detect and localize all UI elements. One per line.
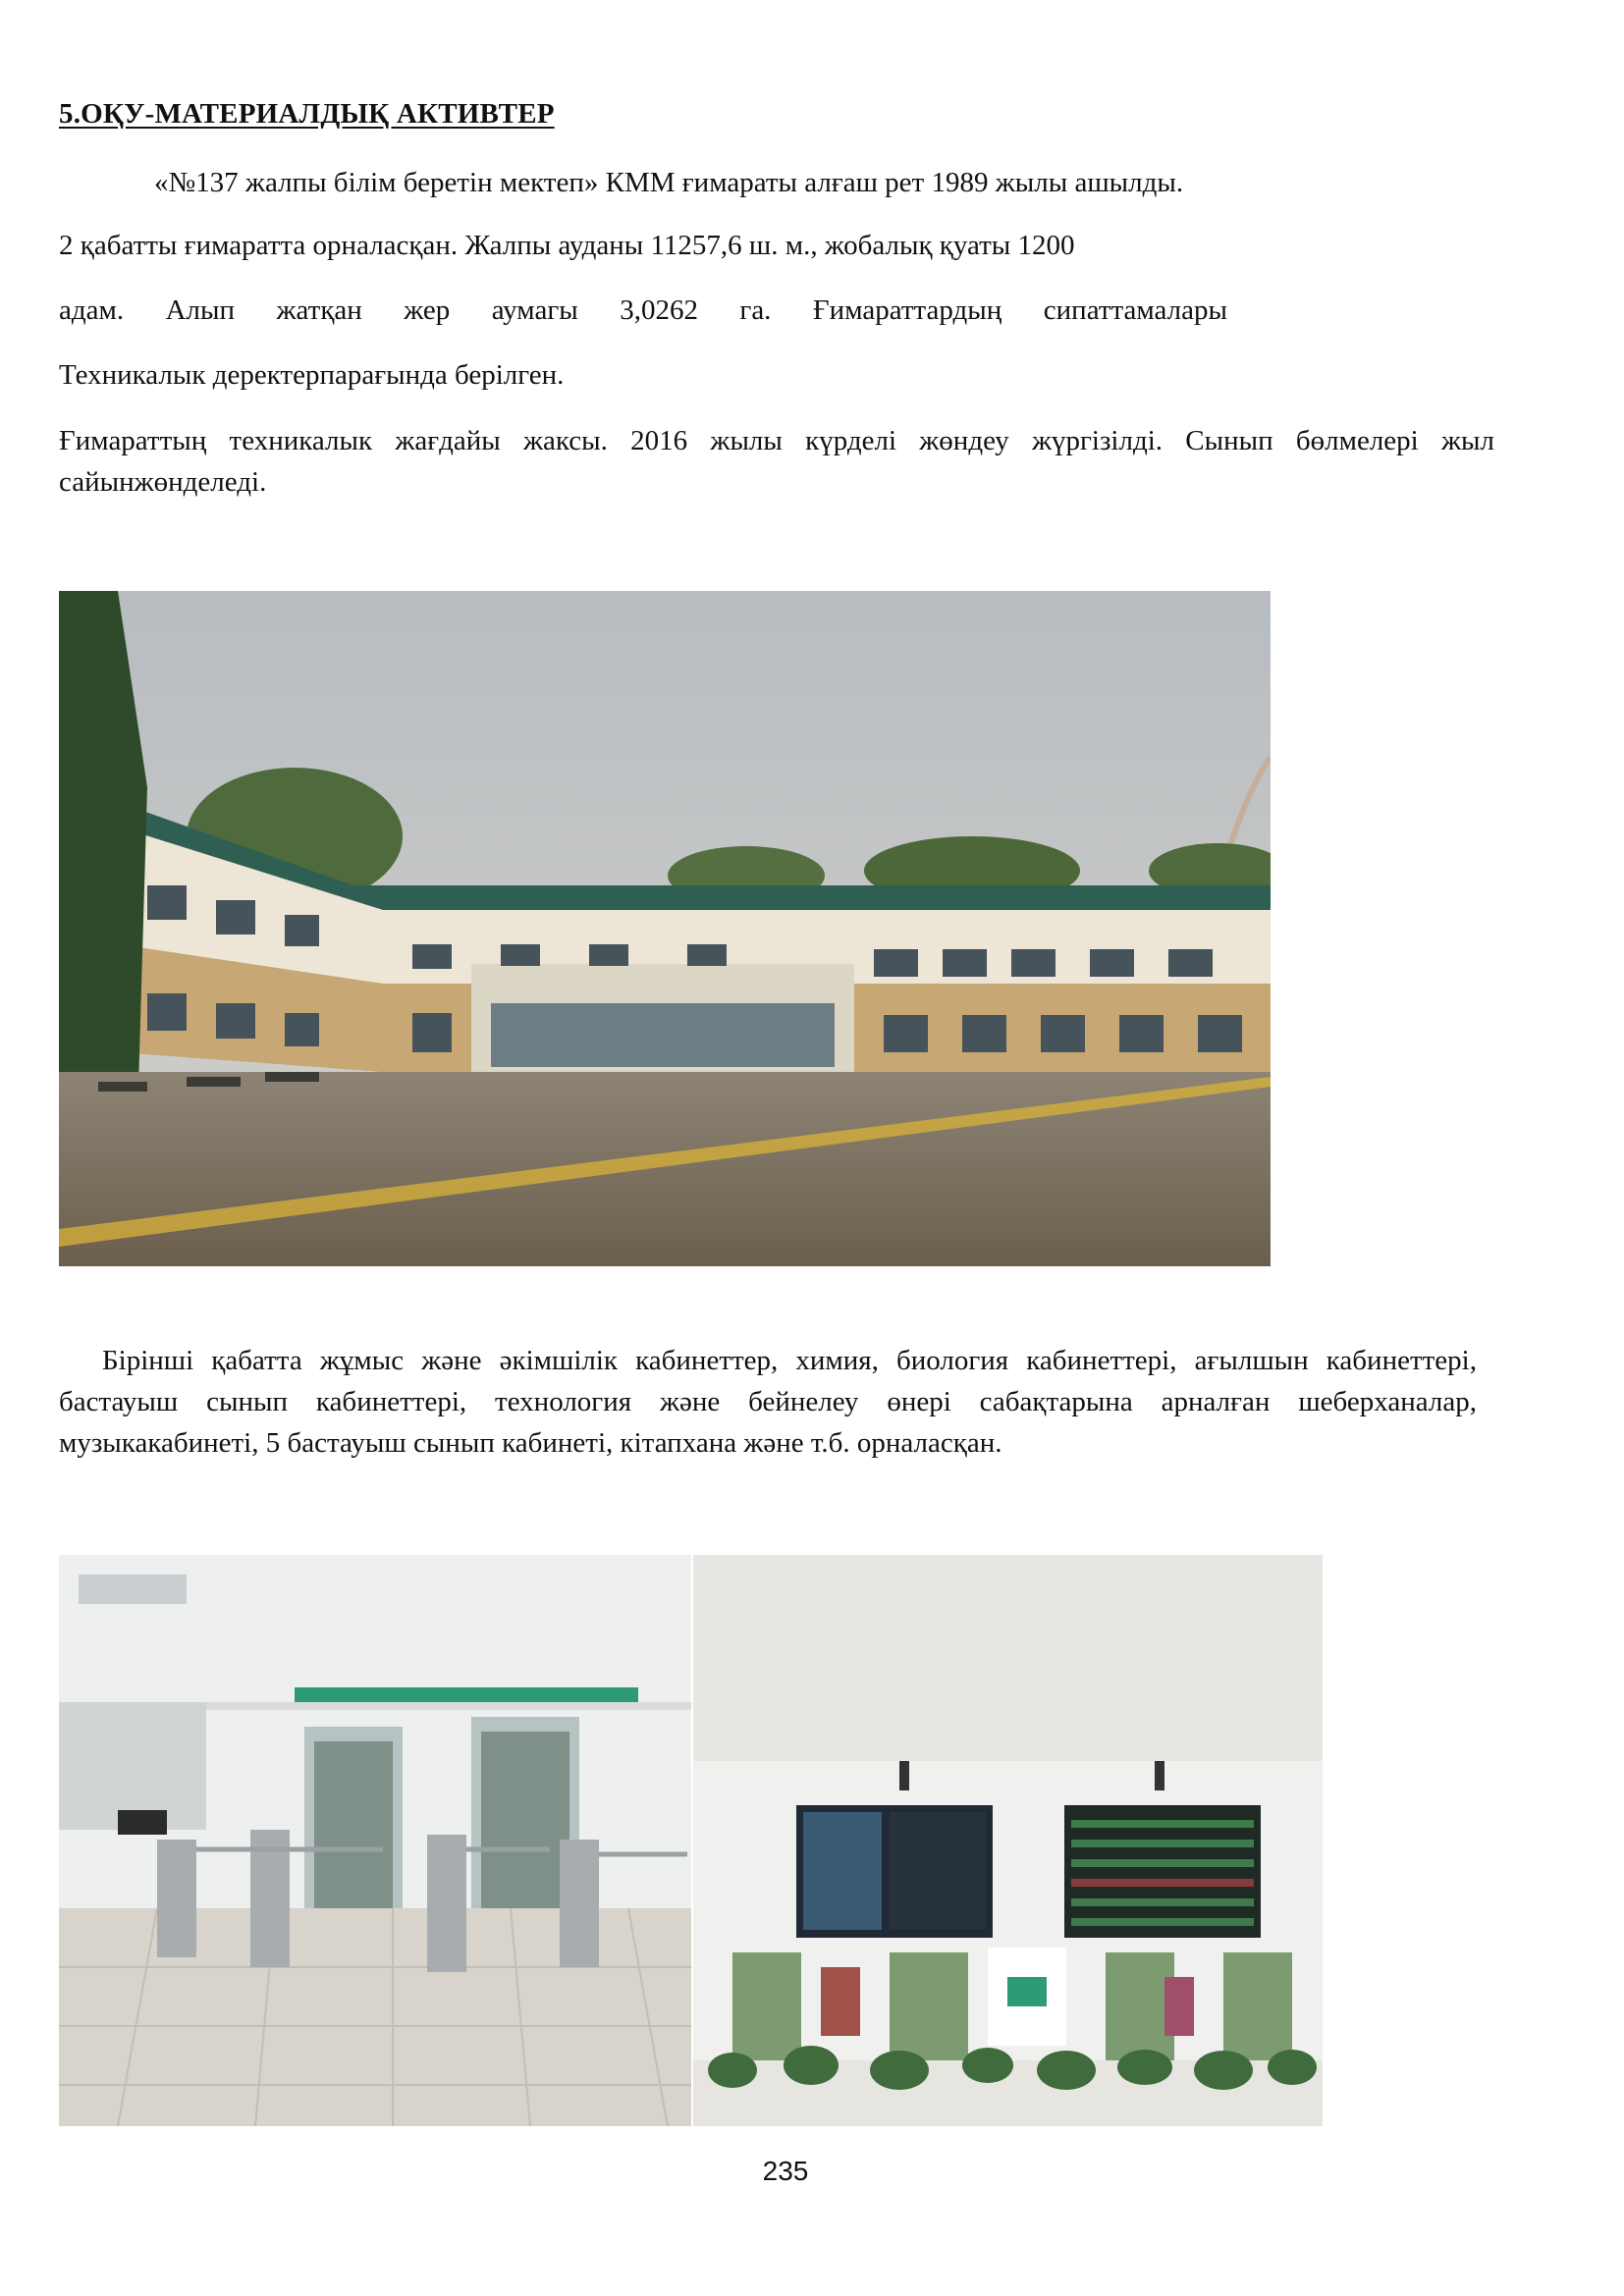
page-number: 235 <box>762 2156 809 2186</box>
hall-screens-photo <box>693 1555 1323 2126</box>
turnstiles-photo <box>59 1555 691 2126</box>
intro-line-4: Техникалык деректерпарағында берілген. <box>59 359 565 391</box>
school-building-photo <box>59 591 1271 1266</box>
intro-line-2: 2 қабатты ғимаратта орналасқан. Жалпы ауданы 11257,6 ш. м., жобалық қуаты 1200 <box>59 230 1075 261</box>
first-floor-paragraph: Бірінші қабатта жұмыс және әкімшілік кабинеттер, химия, биология кабинеттері, ағылшын кабинеттері, бастауыш сынып кабинеттері, технология және бейнелеу өнері сабақтарына арналған шеберханалар, музыкакабинеті, 5 бастауыш сынып кабинеті, кітапхана және т.б. орналасқан. <box>59 1345 1477 1459</box>
section-heading: 5.ОҚУ-МАТЕРИАЛДЫҚ АКТИВТЕР <box>59 98 555 130</box>
intro-line-1: «№137 жалпы білім беретін мектеп» КММ ғимараты алғаш рет 1989 жылы ашылды. <box>154 167 1184 198</box>
condition-paragraph: Ғимараттың техникалык жағдайы жаксы. 2016 жылы күрделі жөндеу жүргізілді. Сынып бөлмелері жыл сайынжөнделеді. <box>59 425 1494 498</box>
intro-line-3: адам. Алып жатқан жер аумагы 3,0262 га. Ғимараттардың сипаттамалары <box>59 294 1227 326</box>
